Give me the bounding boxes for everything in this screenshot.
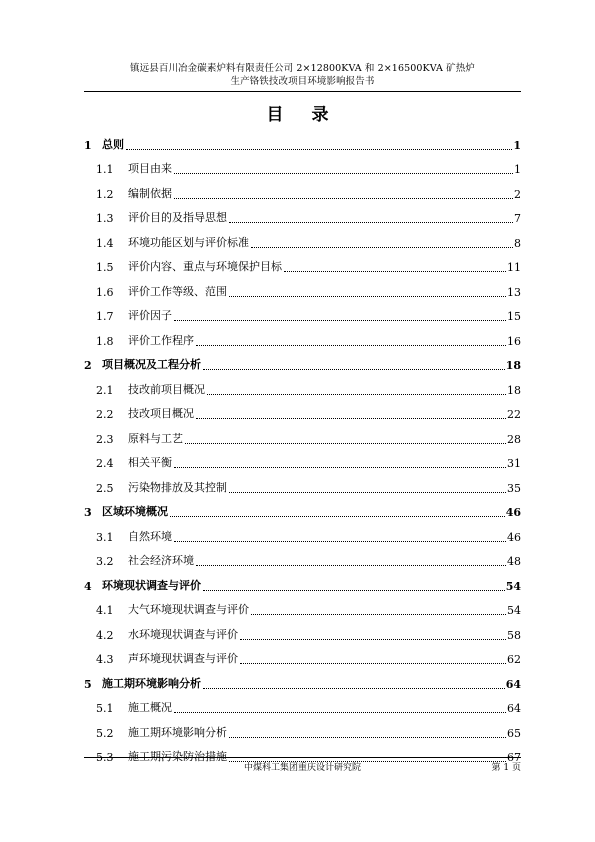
toc-entry-label: 技改项目概况 [128,407,194,420]
toc-dot-leader [185,442,506,444]
toc-section-entry[interactable] [84,715,521,740]
toc-entry-label: 水环境现状调查与评价 [128,627,238,641]
header-divider [84,91,521,92]
toc-dot-leader [174,466,506,468]
toc-section-entry[interactable] [84,617,521,642]
toc-entry-label: 编制依据 [128,186,172,200]
toc-section-entry[interactable] [84,274,521,299]
toc-entry-page: 31 [507,457,521,470]
toc-entry-number: 5 [84,677,92,691]
toc-dot-leader [196,564,506,566]
toc-entry-number: 3.2 [96,555,114,568]
toc-entry-label: 原料与工艺 [128,431,183,445]
toc-dot-leader [240,638,506,640]
toc-entry-page: 65 [507,726,521,740]
toc-entry-page: 64 [505,677,521,691]
footer-divider [84,757,521,758]
toc-entry-number: 5.2 [96,726,114,740]
toc-section-entry[interactable] [84,152,521,177]
header-line-2: 生产铬铁技改项目环境影响报告书 [230,76,375,87]
toc-entry-number: 2.1 [96,383,114,397]
toc-entry-page: 18 [505,359,521,372]
toc-entry-page: 22 [507,408,521,421]
toc-entry-label: 施工期污染防治措施 [128,750,227,763]
toc-section-entry[interactable] [84,176,521,201]
toc-section-entry[interactable] [84,642,521,667]
toc-entry-label: 项目由来 [128,162,172,175]
footer-organization: 中煤科工集团重庆设计研究院 [243,763,361,773]
toc-entry-label: 声环境现状调查与评价 [128,652,238,665]
toc-dot-leader [251,613,506,615]
toc-entry-number: 3.1 [96,530,114,544]
toc-section-entry[interactable] [84,299,521,324]
toc-entry-page: 7 [514,212,521,225]
toc-section-entry[interactable] [84,470,521,495]
toc-entry-page: 35 [507,481,521,495]
toc-dot-leader [196,417,506,419]
toc-section-entry[interactable] [84,691,521,716]
toc-entry-label: 环境现状调查与评价 [102,578,201,592]
toc-chapter-entry[interactable] [84,127,521,152]
toc-dot-leader [196,344,506,346]
toc-entry-page: 46 [505,506,521,519]
toc-section-entry[interactable] [84,323,521,348]
toc-entry-number: 1.5 [96,261,114,274]
toc-section-entry[interactable] [84,397,521,422]
toc-entry-number: 1.6 [96,285,114,299]
toc-entry-label: 大气环境现状调查与评价 [128,603,249,616]
toc-section-entry[interactable] [84,250,521,275]
toc-entry-page: 58 [507,628,521,642]
toc-entry-label: 评价工作等级、范围 [128,284,227,298]
toc-entry-label: 评价工作程序 [128,333,194,347]
toc-section-entry[interactable] [84,519,521,544]
toc-chapter-entry[interactable] [84,666,521,691]
toc-dot-leader [229,221,513,223]
toc-entry-label: 技改前项目概况 [128,382,205,396]
footer-page-number: 第 1 页 [491,763,521,773]
toc-entry-page: 1 [514,163,521,176]
toc-dot-leader [203,368,505,370]
toc-entry-label: 区域环境概况 [102,505,168,518]
toc-entry-number: 1.7 [96,310,114,323]
toc-entry-number: 1 [84,138,92,152]
toc-entry-label: 施工期环境影响分析 [128,725,227,739]
toc-dot-leader [170,515,505,517]
toc-dot-leader [229,491,506,493]
toc-section-entry[interactable] [84,421,521,446]
toc-dot-leader [229,295,506,297]
toc-entry-number: 1.3 [96,212,114,225]
toc-dot-leader [126,148,512,150]
toc-dot-leader [240,662,506,664]
toc-entry-number: 5.1 [96,702,114,715]
toc-dot-leader [229,736,506,738]
toc-entry-label: 自然环境 [128,529,172,543]
toc-section-entry[interactable] [84,372,521,397]
toc-entry-page: 1 [513,138,521,152]
toc-dot-leader [203,589,505,591]
toc-entry-number: 1.2 [96,187,114,201]
toc-entry-page: 8 [514,236,521,250]
page-header [84,62,521,88]
toc-entry-page: 13 [507,285,521,299]
toc-entry-number: 4.1 [96,604,114,617]
toc-entry-page: 11 [507,261,521,274]
toc-entry-page: 2 [514,187,521,201]
toc-dot-leader [174,711,506,713]
toc-entry-page: 62 [507,653,521,666]
header-line-1: 镇远县百川冶金碳素炉料有限责任公司 2×12800KVA 和 2×16500KVA 矿热炉 [130,63,475,74]
toc-entry-label: 评价因子 [128,309,172,322]
toc-entry-page: 46 [507,530,521,544]
toc-entry-label: 环境功能区划与评价标准 [128,235,249,249]
toc-chapter-entry[interactable] [84,348,521,373]
toc-entry-label: 评价内容、重点与环境保护目标 [128,260,282,273]
toc-chapter-entry[interactable] [84,568,521,593]
toc-entry-label: 项目概况及工程分析 [102,358,201,371]
toc-entry-number: 1.1 [96,163,114,176]
toc-entry-page: 64 [507,702,521,715]
toc-dot-leader [174,197,513,199]
toc-entry-label: 相关平衡 [128,456,172,469]
toc-entry-label: 施工期环境影响分析 [102,676,201,690]
toc-section-entry[interactable] [84,201,521,226]
toc-dot-leader [251,246,513,248]
toc-entry-label: 总则 [102,137,124,151]
toc-entry-page: 18 [507,383,521,397]
toc-entry-number: 5.3 [96,751,114,764]
toc-entry-number: 1.8 [96,334,114,348]
toc-entry-page: 16 [507,334,521,348]
toc-entry-page: 54 [505,579,521,593]
table-of-contents [84,127,521,764]
toc-chapter-entry[interactable] [84,495,521,520]
toc-entry-number: 4.3 [96,653,114,666]
toc-entry-number: 2.5 [96,481,114,495]
toc-title: 目录 [266,105,357,125]
toc-entry-label: 污染物排放及其控制 [128,480,227,494]
toc-dot-leader [174,319,506,321]
toc-entry-page: 48 [507,555,521,568]
toc-section-entry[interactable] [84,593,521,618]
toc-entry-number: 2.4 [96,457,114,470]
toc-dot-leader [203,687,505,689]
toc-dot-leader [174,540,506,542]
toc-entry-number: 4 [84,579,92,593]
toc-dot-leader [284,270,506,272]
toc-entry-number: 2 [84,359,92,372]
toc-entry-number: 3 [84,506,92,519]
toc-section-entry[interactable] [84,544,521,569]
toc-entry-page: 67 [507,751,521,764]
toc-entry-number: 4.2 [96,628,114,642]
toc-section-entry[interactable] [84,446,521,471]
toc-entry-label: 社会经济环境 [128,554,194,567]
toc-entry-page: 28 [507,432,521,446]
toc-dot-leader [174,172,513,174]
toc-section-entry[interactable] [84,225,521,250]
toc-dot-leader [207,393,506,395]
toc-entry-number: 1.4 [96,236,114,250]
toc-entry-label: 施工概况 [128,701,172,714]
toc-entry-label: 评价目的及指导思想 [128,211,227,224]
toc-entry-number: 2.2 [96,408,114,421]
toc-entry-number: 2.3 [96,432,114,446]
toc-entry-page: 15 [507,310,521,323]
toc-entry-page: 54 [507,604,521,617]
